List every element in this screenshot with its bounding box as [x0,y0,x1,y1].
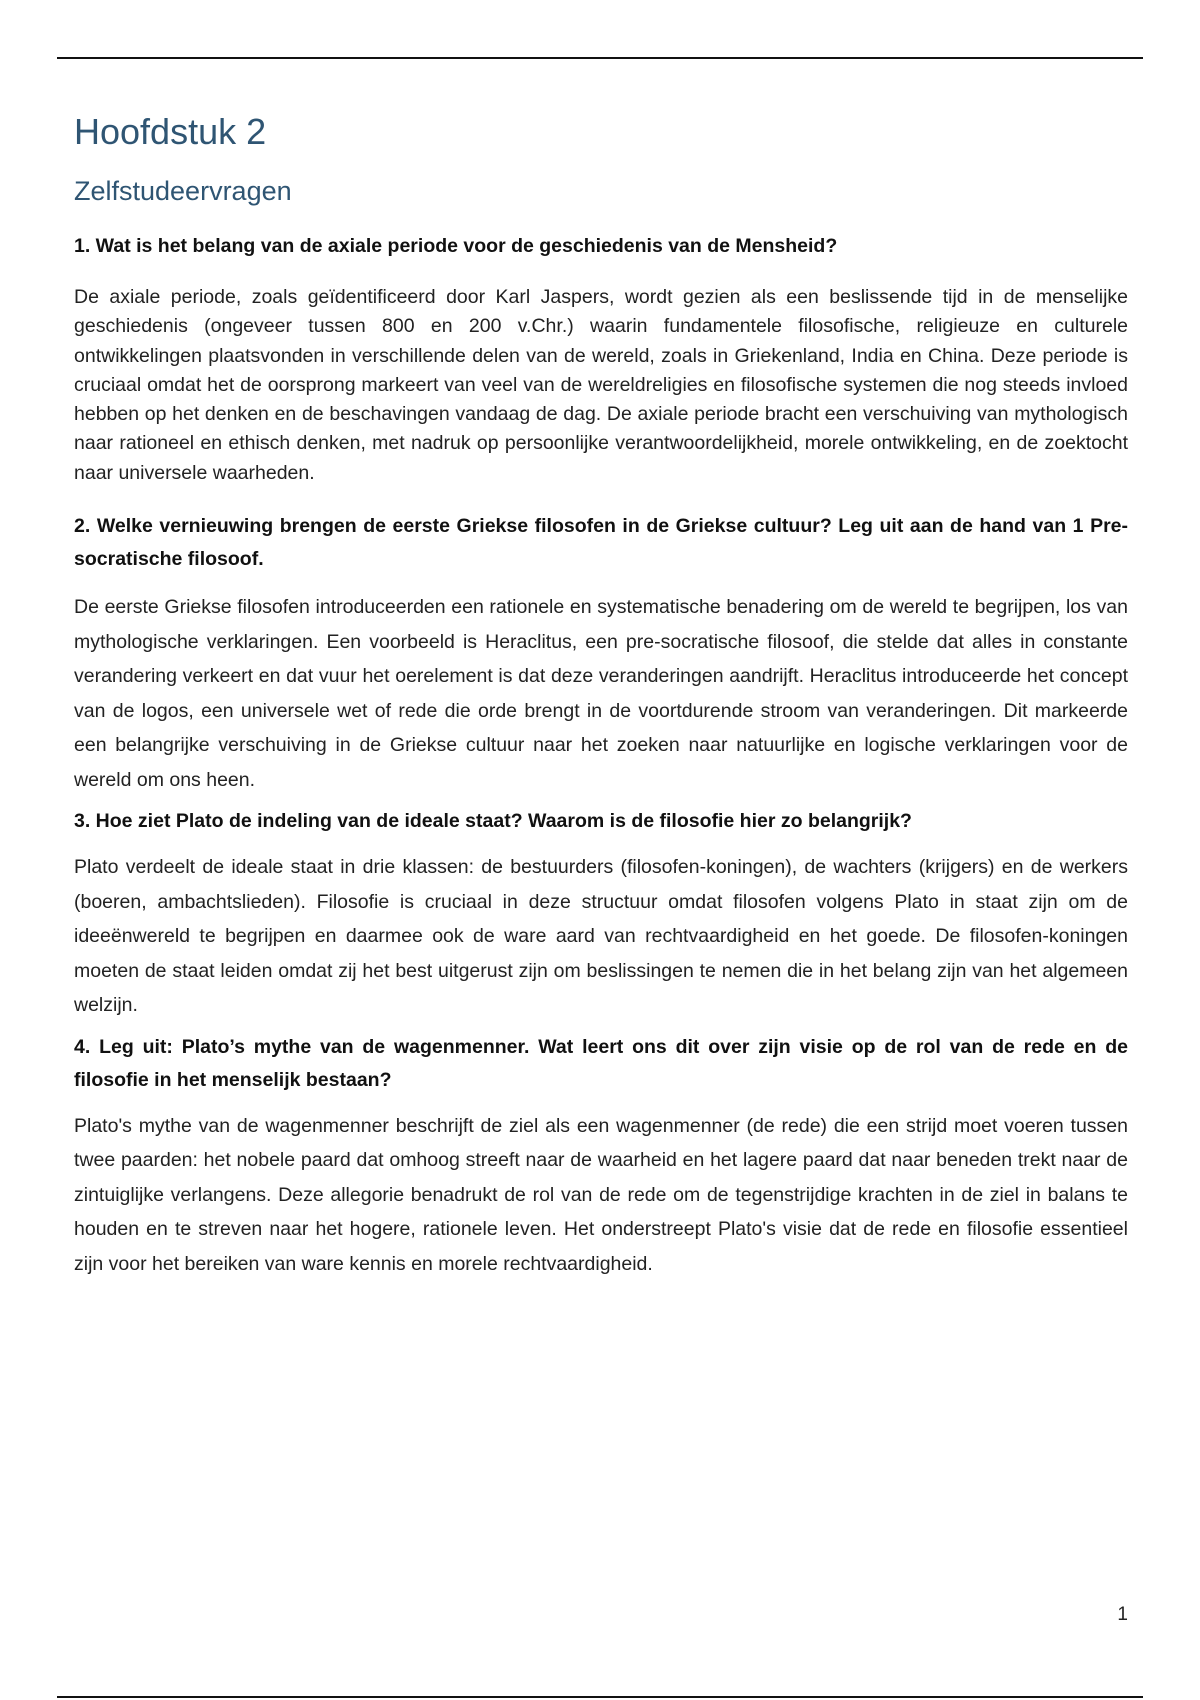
document-body [74,110,1128,1281]
bottom-rule [57,1696,1143,1698]
chapter-title: Hoofdstuk 2 [74,111,267,152]
answer-1: De axiale periode, zoals geïdentificeerd door Karl Jaspers, wordt gezien als een beslissende tijd in de menselijke geschiedenis (ongeveer tussen 800 en 200 v.Chr.) waarin fundamentele filosofische, religieuze en culturele ontwikkelingen plaatsvonden in verschillende delen van de wereld, zoals in Griekenland, India en China. Deze periode is cruciaal omdat het de oorsprong markeert van veel van de wereldreligies en filosofische systemen die nog steeds invloed hebben op het denken en de beschavingen vandaag de dag. De axiale periode bracht een verschuiving van mythologisch naar rationeel en ethisch denken, met nadruk op persoonlijke verantwoordelijkheid, morele ontwikkeling, en de zoektocht naar universele waarheden. [74,286,1128,484]
top-rule [57,57,1143,59]
question-3: 3. Hoe ziet Plato de indeling van de ideale staat? Waarom is de filosofie hier zo belangrijk? [74,810,912,833]
section-title: Zelfstudeervragen [74,176,292,206]
answer-2: De eerste Griekse filosofen introduceerden een rationele en systematische benadering om de wereld te begrijpen, los van mythologische verklaringen. Een voorbeeld is Heraclitus, een pre-socratische filosoof, die stelde dat alles in constante verandering verkeert en dat vuur het oerelement is dat deze veranderingen aandrijft. Heraclitus introduceerde het concept van de logos, een universele wet of rede die orde brengt in de voortdurende stroom van veranderingen. Dit markeerde een belangrijke verschuiving in de Griekse cultuur naar het zoeken naar natuurlijke en logische verklaringen voor de wereld om ons heen. [74,596,1128,791]
answer-3: Plato verdeelt de ideale staat in drie klassen: de bestuurders (filosofen-koningen), de wachters (krijgers) en de werkers (boeren, ambachtslieden). Filosofie is cruciaal in deze structuur omdat filosofen volgens Plato in staat zijn om de ideeënwereld te begrijpen en daarmee ook de ware aard van rechtvaardigheid en het goede. De filosofen-koningen moeten de staat leiden omdat zij het best uitgerust zijn om beslissingen te nemen die in het belang zijn van het algemeen welzijn. [74,856,1128,1017]
answer-4: Plato's mythe van de wagenmenner beschrijft de ziel als een wagenmenner (de rede) die een strijd moet voeren tussen twee paarden: het nobele paard dat omhoog streeft naar de waarheid en het lagere paard dat naar beneden trekt naar de zintuiglijke verlangens. Deze allegorie benadrukt de rol van de rede om de tegenstrijdige krachten in de ziel in balans te houden en te streven naar het hogere, rationele leven. Het onderstreept Plato's visie dat de rede en filosofie essentieel zijn voor het bereiken van ware kennis en morele rechtvaardigheid. [74,1114,1128,1275]
page-number: 1 [1117,1604,1128,1625]
question-1: 1. Wat is het belang van de axiale periode voor de geschiedenis van de Mensheid? [74,235,838,257]
question-4: 4. Leg uit: Plato’s mythe van de wagenmenner. Wat leert ons dit over zijn visie op de rol van de rede en de filosofie in het menselijk bestaan? [74,1035,1128,1091]
question-2: 2. Welke vernieuwing brengen de eerste Griekse filosofen in de Griekse cultuur? Leg uit aan de hand van 1 Pre-socratische filosoof. [74,515,1128,571]
